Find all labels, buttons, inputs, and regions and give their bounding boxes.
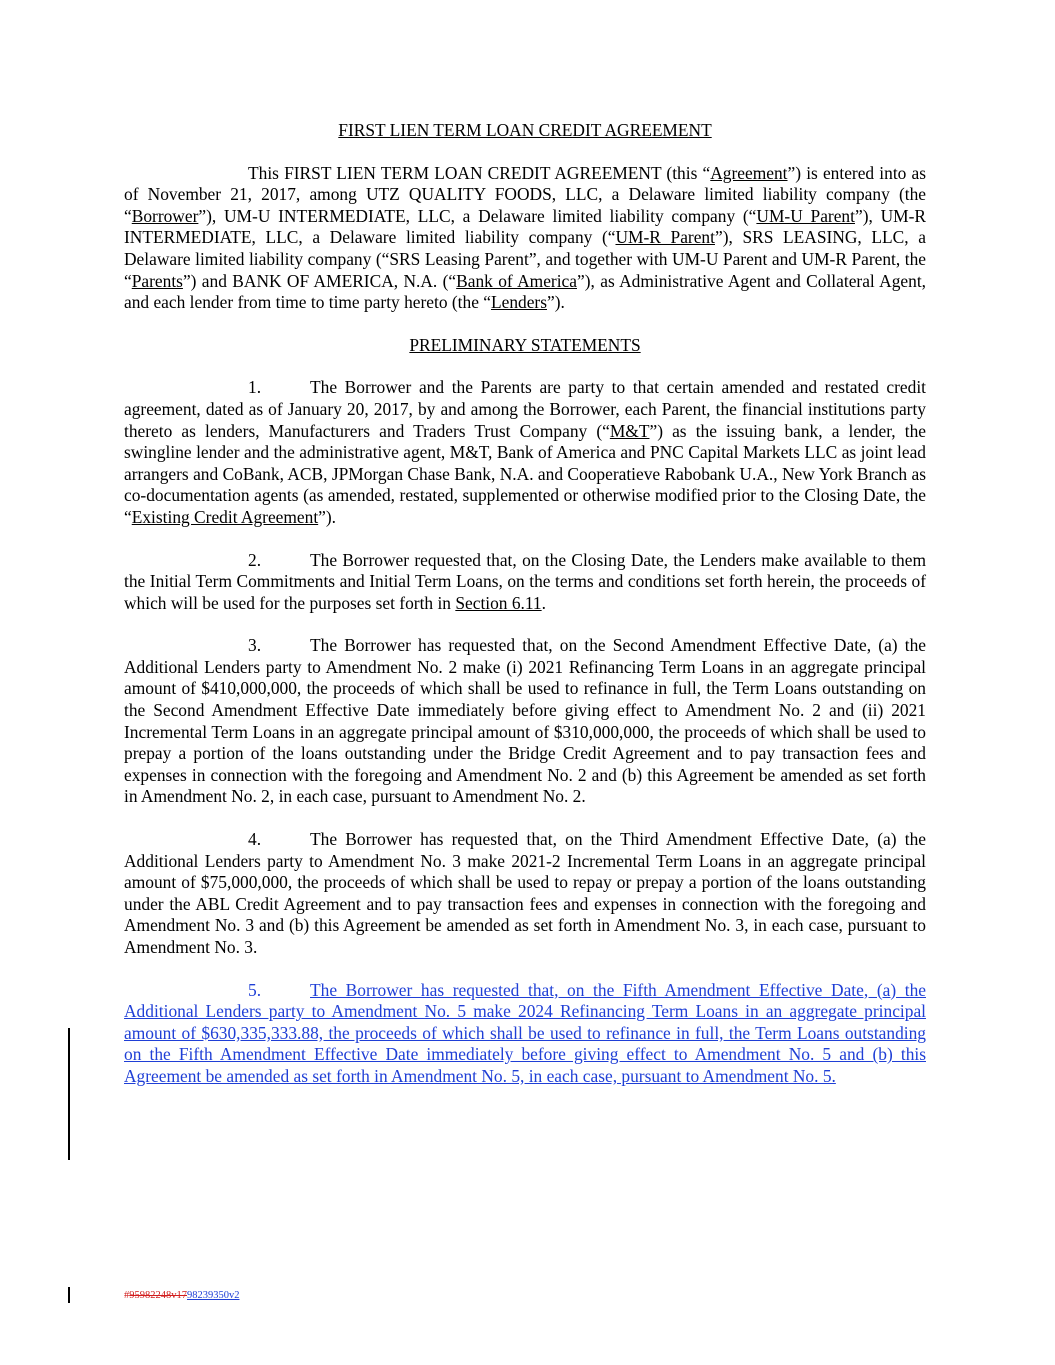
deleted-doc-id: 95982248v17	[129, 1290, 187, 1301]
statement-text: ”) as the issuing bank, a lender, the swingline lender and the administrative agent, M&T, Bank of America and PNC Capital Markets LLC as joint lead arrangers and CoBank, ACB, JPMorgan Chase Bank, N.A. and Cooperatieve Rabobank U.A., New York Branch as co-documentation agents (as amended, restated, supplemented or otherwise modified prior to the Closing Date, the “	[124, 420, 926, 527]
statement-text: The Borrower requested that, on the Closing Date, the Lenders make available to them the Initial Term Commitments and Initial Term Loans, on the terms and conditions set forth herein, the proceeds of which will be used for the purposes set forth in	[124, 549, 926, 613]
intro-text: ”).	[547, 292, 565, 313]
statement-number: 3.	[248, 635, 262, 656]
defined-term-mt: M&T	[609, 420, 650, 441]
statement-3	[124, 635, 926, 808]
defined-term-existing-credit-agreement: Existing Credit Agreement	[131, 506, 319, 527]
footer-hash: #	[124, 1290, 130, 1301]
statement-5-inserted	[124, 980, 926, 1088]
defined-term-umr-parent: UM-R Parent	[615, 227, 715, 248]
defined-term-borrower: Borrower	[131, 205, 199, 226]
intro-paragraph	[124, 163, 926, 314]
statement-text: The Borrower has requested that, on the Fifth Amendment Effective Date, (a) the Additional Lenders party to Amendment No. 5 make 2024 Refinancing Term Loans in an aggregate principal amount of $630,335,333.88, the proceeds of which shall be used to refinance in full, the Term Loans outstanding on the Fifth Amendment Effective Date immediately before giving effect to Amendment No. 5 and (b) this Agreement be amended as set forth in Amendment No. 5, in each case, pursuant to Amendment No. 5.	[124, 979, 926, 1086]
statement-text: The Borrower has requested that, on the Third Amendment Effective Date, (a) the Additional Lenders party to Amendment No. 3 make 2021-2 Incremental Term Loans in an aggregate principal amount of $75,000,000, the proceeds of which shall be used to repay or prepay a portion of the loans outstanding under the ABL Credit Agreement and to pay transaction fees and expenses in connection with the foregoing and Amendment No. 3 and (b) this Agreement be amended as set forth in Amendment No. 3, in each case, pursuant to Amendment No. 3.	[124, 829, 926, 957]
intro-text: ”) is entered into as of November 21, 2017, among UTZ QUALITY FOODS, LLC, a Delaware limited liability company (the “	[124, 162, 926, 226]
preliminary-statements-heading: PRELIMINARY STATEMENTS	[409, 334, 641, 355]
defined-term-lenders: Lenders	[490, 292, 547, 313]
statement-number: 4.	[248, 829, 262, 850]
defined-term-umu-parent: UM-U Parent	[756, 205, 855, 226]
statement-number: 1.	[248, 377, 262, 398]
intro-text: ”), SRS LEASING, LLC, a Delaware limited liability company (“SRS Leasing Parent”, and together with UM-U Parent and UM-R Parent, the “	[124, 227, 926, 291]
statement-text: The Borrower has requested that, on the Second Amendment Effective Date, (a) the Additional Lenders party to Amendment No. 2 make (i) 2021 Refinancing Term Loans in an aggregate principal amount of $410,000,000, the proceeds of which shall be used to refinance in full, the Term Loans outstanding on the Second Amendment Effective Date immediately before giving effect to Amendment No. 2 and (ii) 2021 Incremental Term Loans in an aggregate principal amount of $310,000,000, the proceeds of which shall be used to prepay a portion of the loans outstanding under the Bridge Credit Agreement and to pay transaction fees and expenses in connection with the foregoing and Amendment No. 2 and (b) this Agreement be amended as set forth in Amendment No. 2, in each case, pursuant to Amendment No. 2.	[124, 635, 926, 807]
defined-term-agreement: Agreement	[710, 162, 788, 183]
document-id-footer	[124, 1290, 240, 1302]
statement-number: 2.	[248, 549, 262, 570]
section-reference: Section 6.11	[455, 592, 542, 613]
statement-text: The Borrower and the Parents are party to that certain amended and restated credit agreement, dated as of January 20, 2017, by and among the Borrower, each Parent, the financial institutions party thereto as lenders, Manufacturers and Traders Trust Company (“	[124, 377, 926, 441]
defined-term-parents: Parents	[131, 270, 183, 291]
intro-text: This FIRST LIEN TERM LOAN CREDIT AGREEMENT (this “	[248, 162, 711, 183]
change-bar	[68, 1028, 70, 1160]
statement-text: ”).	[318, 506, 337, 527]
intro-text: ”), UM-R INTERMEDIATE, LLC, a Delaware limited liability company (“	[124, 205, 926, 248]
added-doc-id: 98239350v2	[187, 1290, 240, 1301]
statement-1	[124, 377, 926, 528]
statement-number: 5.	[248, 979, 262, 1000]
intro-text: ”), UM-U INTERMEDIATE, LLC, a Delaware limited liability company (“	[198, 205, 757, 226]
statement-2	[124, 550, 926, 615]
statement-4	[124, 829, 926, 959]
statement-text: .	[541, 592, 546, 613]
intro-text: ”) and BANK OF AMERICA, N.A. (“	[182, 270, 457, 291]
document-title: FIRST LIEN TERM LOAN CREDIT AGREEMENT	[338, 120, 712, 140]
change-bar	[68, 1287, 70, 1303]
defined-term-bank-of-america: Bank of America	[456, 270, 577, 291]
document-page	[124, 120, 926, 1088]
intro-text: ”), as Administrative Agent and Collateral Agent, and each lender from time to time party hereto (the “	[124, 270, 927, 313]
